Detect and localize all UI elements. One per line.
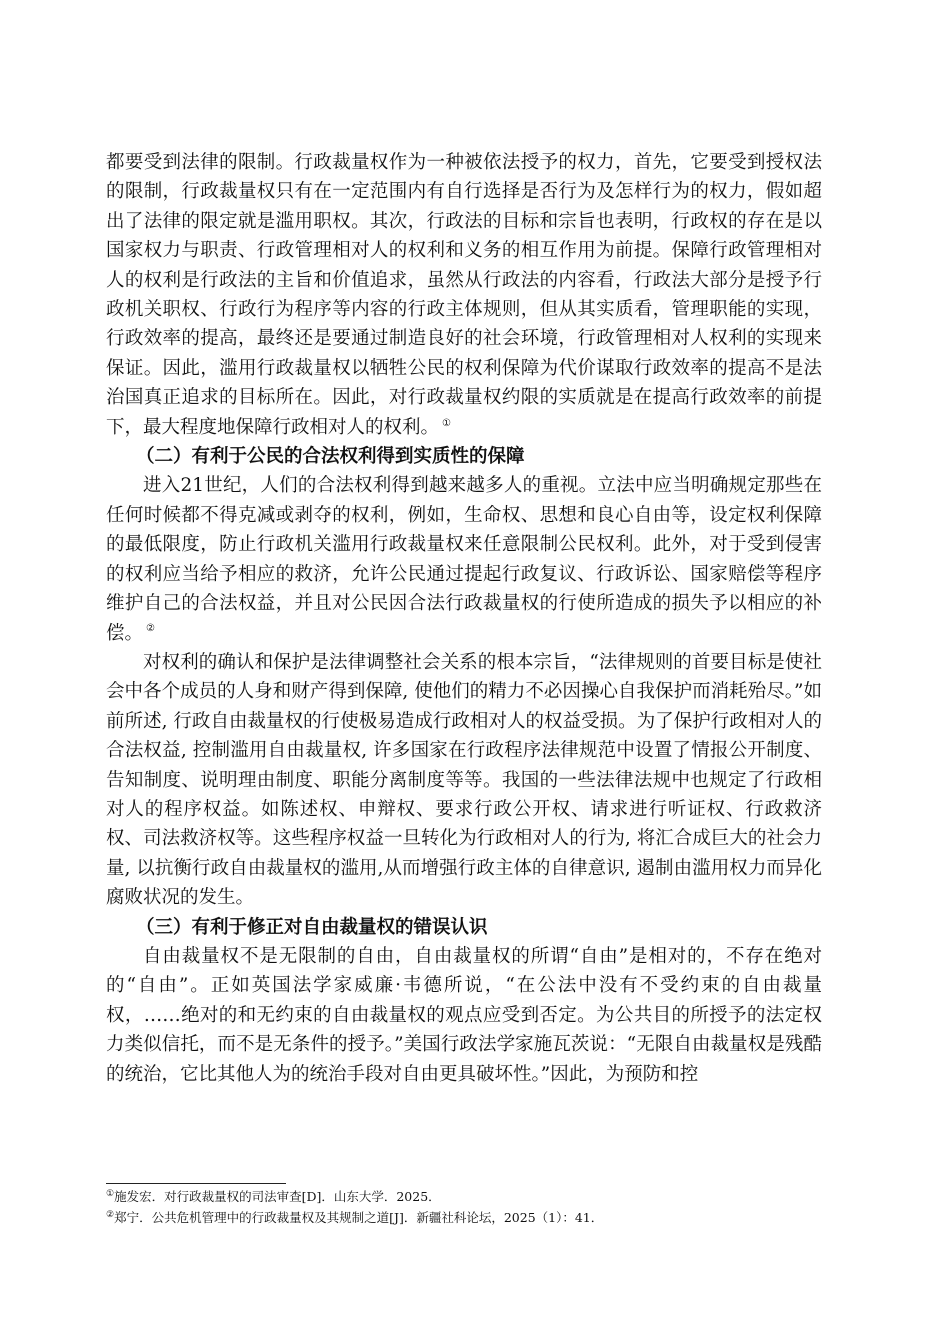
footnote-mark: ② (106, 1209, 115, 1220)
footnote-text: 施发宏．对行政裁量权的司法审查[D]．山东大学．2025． (114, 1189, 441, 1204)
footnote-1 (106, 1186, 822, 1207)
body-paragraph-2 (106, 471, 822, 647)
section-heading-2: （二）有利于公民的合法权利得到实质性的保障 (136, 446, 525, 468)
footnote-mark: ① (106, 1188, 115, 1199)
footnote-reference-2[interactable]: ② (146, 623, 155, 635)
document-body (106, 148, 822, 1089)
section-heading-3: （三）有利于修正对自由裁量权的错误认识 (136, 916, 488, 938)
footnotes (106, 1186, 822, 1228)
footnote-text: 郑宁．公共危机管理中的行政裁量权及其规制之道[J]．新疆社科论坛，2025（1）：41． (114, 1210, 604, 1225)
body-paragraph-3: 对权利的确认和保护是法律调整社会关系的根本宗旨，“法律规则的首要目标是使社会中各个成员的人身和财产得到保障, 使他们的精力不必因操心自我保护而消耗殆尽。”如前所述, 行政自由裁量权的行使极易造成行政相对人的权益受损。为了保护行政相对人的合法权益, 控制滥用自由裁量权, 许多国家在行政程序法律规范中设置了情报公开制度、告知制度、说明理由制度、职能分离制度等等。我国的一些法律法规中也规定了行政相对人的程序权益。如陈述权、申辩权、要求行政公开权、请求进行听证权、行政救济权、司法救济权等。这些程序权益一旦转化为行政相对人的行为, 将汇合成巨大的社会力量, 以抗衡行政自由裁量权的滥用,从而增强行政主体的自律意识, 遏制由滥用权力而异化腐败状况的发生。 (106, 651, 822, 909)
body-paragraph-4: 自由裁量权不是无限制的自由，自由裁量权的所谓“自由”是相对的，不存在绝对的“自由”。正如英国法学家威廉·韦德所说，“在公法中没有不受约束的自由裁量权，……绝对的和无约束的自由裁量权的观点应受到否定。为公共目的所授予的法定权力类似信托，而不是无条件的授予。”美国行政法学家施瓦茨说：“无限自由裁量权是残酷的统治，它比其他人为的统治手段对自由更具破坏性。”因此，为预防和控 (106, 945, 822, 1085)
footnote-divider (106, 1183, 286, 1184)
paragraph-text: 都要受到法律的限制。行政裁量权作为一种被依法授予的权力，首先，它要受到授权法的限制，行政裁量权只有在一定范围内有自行选择是否行为及怎样行为的权力，假如超出了法律的限定就是滥用职权。其次，行政法的目标和宗旨也表明，行政权的存在是以国家权力与职责、行政管理相对人的权利和义务的相互作用为前提。保障行政管理相对人的权利是行政法的主旨和价值追求，虽然从行政法的内容看，行政法大部分是授予行政机关职权、行政行为程序等内容的行政主体规则，但从其实质看，管理职能的实现，行政效率的提高，最终还是要通过制造良好的社会环境，行政管理相对人权利的实现来保证。因此，滥用行政裁量权以牺牲公民的权利保障为代价谋取行政效率的提高不是法治国真正追求的目标所在。因此，对行政裁量权约限的实质就是在提高行政效率的前提下，最大程度地保障行政相对人的权利。 (106, 152, 822, 438)
body-paragraph-1 (106, 148, 822, 442)
footnote-2 (106, 1207, 822, 1228)
footnote-reference-1[interactable]: ① (442, 417, 451, 429)
paragraph-text: 进入21世纪，人们的合法权利得到越来越多人的重视。立法中应当明确规定那些在任何时候都不得克减或剥夺的权利，例如，生命权、思想和良心自由等，设定权利保障的最低限度，防止行政机关滥用行政裁量权来任意限制公民权利。此外，对于受到侵害的权利应当给予相应的救济，允许公民通过提起行政复议、行政诉讼、国家赔偿等程序维护自己的合法权益，并且对公民因合法行政裁量权的行使所造成的损失予以相应的补偿。 (106, 475, 822, 644)
